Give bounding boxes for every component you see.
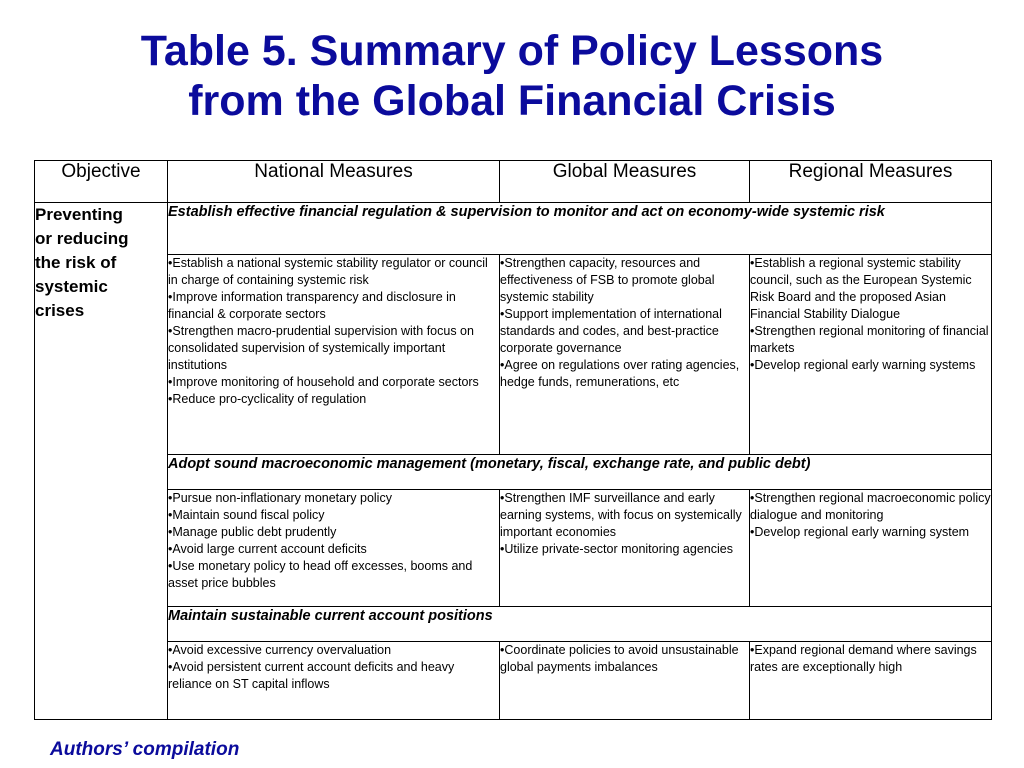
theme-current-account: Maintain sustainable current account positions	[168, 607, 992, 642]
global-measures-cell	[500, 490, 750, 607]
list-item: • Develop regional early warning systems	[750, 357, 991, 374]
list-item: • Develop regional early warning system	[750, 524, 991, 541]
global-measures-cell	[500, 642, 750, 720]
list-item: • Strengthen IMF surveillance and early earning systems, with focus on systemically important economies	[500, 490, 749, 541]
national-measures-cell	[168, 642, 500, 720]
theme-macroeconomic-management: Adopt sound macroeconomic management (monetary, fiscal, exchange rate, and public debt)	[168, 455, 992, 490]
list-item: • Strengthen macro-prudential supervision with focus on consolidated supervision of systemically important institutions	[168, 323, 499, 374]
objective-cell	[35, 203, 168, 720]
objective-line: systemic	[35, 277, 108, 296]
list-item: • Establish a regional systemic stability council, such as the European Systemic Risk Board and the proposed Asian Financial Stability Dialogue	[750, 255, 991, 323]
header-row	[35, 161, 992, 203]
theme-row	[35, 607, 992, 642]
list-item: • Strengthen regional monitoring of financial markets	[750, 323, 991, 357]
list-item: • Support implementation of international standards and codes, and best-practice corporate governance	[500, 306, 749, 357]
list-item: • Improve monitoring of household and corporate sectors	[168, 374, 499, 391]
list-item: • Use monetary policy to head off excesses, booms and asset price bubbles	[168, 558, 499, 592]
title-line-2: from the Global Financial Crisis	[188, 77, 836, 125]
list-item: • Strengthen regional macroeconomic policy dialogue and monitoring	[750, 490, 991, 524]
regional-measures-cell	[750, 490, 992, 607]
regional-measures-cell	[750, 642, 992, 720]
global-measures-cell	[500, 255, 750, 455]
national-measures-cell	[168, 255, 500, 455]
objective-line: the risk of	[35, 253, 117, 272]
source-note: Authors’ compilation	[50, 739, 240, 760]
measures-row	[35, 490, 992, 607]
list-item: • Pursue non-inflationary monetary policy	[168, 490, 499, 507]
list-item: • Improve information transparency and disclosure in financial & corporate sectors	[168, 289, 499, 323]
list-item: • Coordinate policies to avoid unsustainable global payments imbalances	[500, 642, 749, 676]
list-item: • Utilize private-sector monitoring agencies	[500, 541, 749, 558]
header-objective: Objective	[35, 161, 168, 203]
objective-line: crises	[35, 301, 85, 320]
objective-line: Preventing	[35, 205, 123, 224]
title-line-1: Table 5. Summary of Policy Lessons	[140, 27, 884, 75]
national-measures-cell	[168, 490, 500, 607]
slide-title	[0, 26, 1024, 126]
measures-row	[35, 255, 992, 455]
list-item: • Avoid persistent current account deficits and heavy reliance on ST capital inflows	[168, 659, 499, 693]
list-item: • Avoid excessive currency overvaluation	[168, 642, 499, 659]
theme-row	[35, 455, 992, 490]
header-regional-measures: Regional Measures	[750, 161, 992, 203]
measures-row	[35, 642, 992, 720]
list-item: • Reduce pro-cyclicality of regulation	[168, 391, 499, 408]
list-item: • Expand regional demand where savings rates are exceptionally high	[750, 642, 991, 676]
list-item: • Manage public debt prudently	[168, 524, 499, 541]
header-national-measures: National Measures	[168, 161, 500, 203]
header-global-measures: Global Measures	[500, 161, 750, 203]
list-item: • Agree on regulations over rating agencies, hedge funds, remunerations, etc	[500, 357, 749, 391]
theme-row	[35, 203, 992, 255]
list-item: • Avoid large current account deficits	[168, 541, 499, 558]
policy-lessons-table	[34, 160, 992, 720]
regional-measures-cell	[750, 255, 992, 455]
list-item: • Strengthen capacity, resources and effectiveness of FSB to promote global systemic stability	[500, 255, 749, 306]
list-item: • Establish a national systemic stability regulator or council in charge of containing systemic risk	[168, 255, 499, 289]
list-item: • Maintain sound fiscal policy	[168, 507, 499, 524]
objective-line: or reducing	[35, 229, 129, 248]
theme-financial-regulation: Establish effective financial regulation & supervision to monitor and act on economy-wide systemic risk	[168, 203, 992, 255]
